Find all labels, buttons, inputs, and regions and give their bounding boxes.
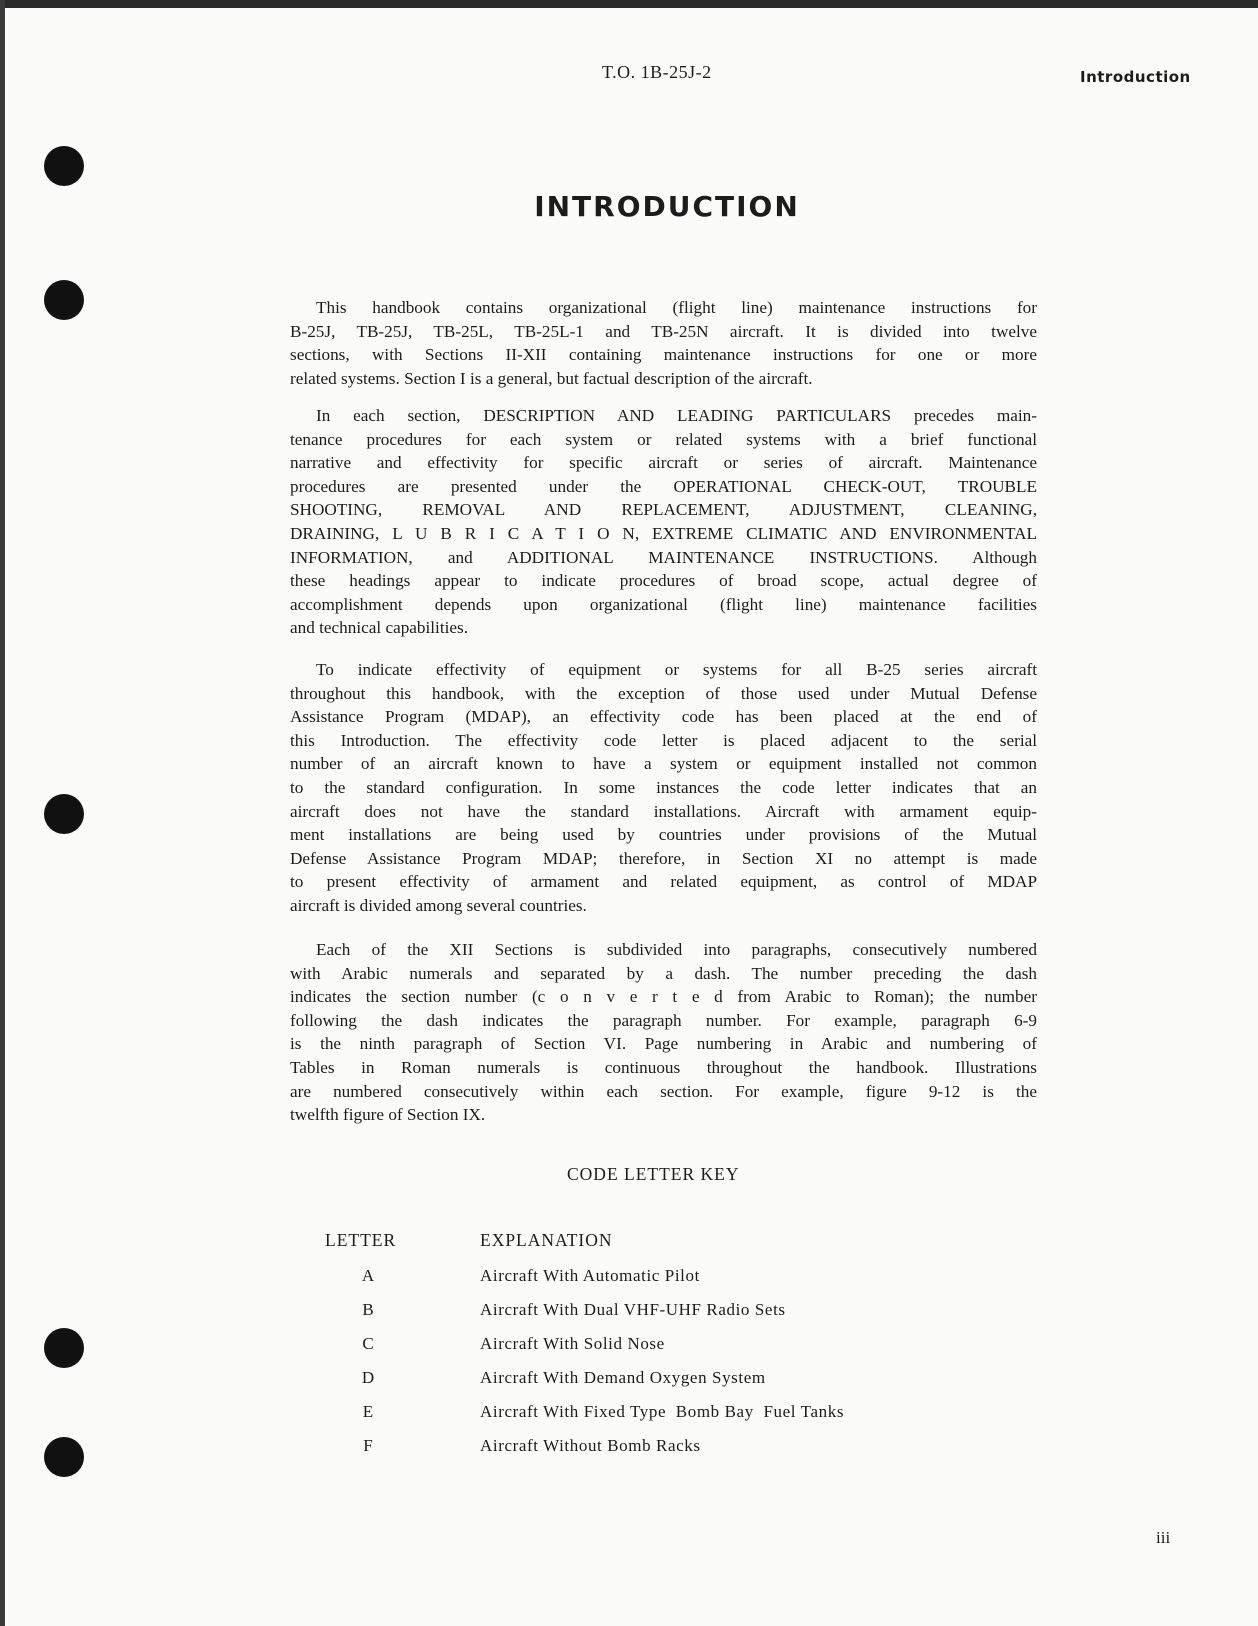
text-line: to the standard configuration. In some instances the code letter indicates that an bbox=[290, 777, 1037, 797]
text-line: To indicate effectivity of equipment or systems for all B-25 series aircraft bbox=[316, 660, 1037, 679]
page-title: INTRODUCTION bbox=[534, 190, 800, 223]
text-line: This handbook contains organizational (flight line) maintenance instructions for bbox=[316, 298, 1037, 317]
code-explanation: Aircraft With Demand Oxygen System bbox=[480, 1368, 766, 1387]
code-letter: B bbox=[362, 1300, 374, 1319]
punch-hole bbox=[44, 1437, 84, 1477]
code-explanation: Aircraft With Dual VHF-UHF Radio Sets bbox=[480, 1300, 786, 1319]
punch-hole bbox=[44, 794, 84, 834]
paragraph-3 bbox=[290, 658, 1037, 918]
text-line: accomplishment depends upon organizational (flight line) maintenance facilities bbox=[290, 594, 1037, 614]
text-line: procedures are presented under the OPERATIONAL CHECK-OUT, TROUBLE bbox=[290, 476, 1037, 496]
text-line: this Introduction. The effectivity code letter is placed adjacent to the serial bbox=[290, 730, 1037, 750]
text-line: following the dash indicates the paragraph number. For example, paragraph 6-9 bbox=[290, 1010, 1037, 1030]
text-line: DRAINING, L U B R I C A T I O N, EXTREME CLIMATIC AND ENVIRONMENTAL bbox=[290, 523, 1037, 543]
page-number: iii bbox=[1156, 1528, 1171, 1547]
text-line: INFORMATION, and ADDITIONAL MAINTENANCE INSTRUCTIONS. Although bbox=[290, 547, 1037, 567]
punch-hole bbox=[44, 280, 84, 320]
text-line: aircraft does not have the standard installations. Aircraft with armament equip- bbox=[290, 801, 1037, 821]
code-explanation: Aircraft With Automatic Pilot bbox=[480, 1266, 700, 1285]
text-line: B-25J, TB-25J, TB-25L, TB-25L-1 and TB-25N aircraft. It is divided into twelve bbox=[290, 321, 1037, 341]
code-letter: E bbox=[362, 1402, 374, 1421]
code-explanation: Aircraft With Fixed Type Bomb Bay Fuel Tanks bbox=[480, 1402, 845, 1421]
text-line: are numbered consecutively within each section. For example, figure 9-12 is the bbox=[290, 1081, 1037, 1101]
punch-hole bbox=[44, 146, 84, 186]
text-line: these headings appear to indicate procedures of broad scope, actual degree of bbox=[290, 571, 1037, 591]
text-line: related systems. Section I is a general, but factual description of the aircraft. bbox=[290, 368, 813, 388]
punch-hole bbox=[44, 1328, 84, 1368]
text-line: aircraft is divided among several countries. bbox=[290, 895, 587, 915]
code-letter: A bbox=[361, 1266, 375, 1285]
code-letter: F bbox=[363, 1436, 373, 1455]
text-line: to present effectivity of armament and related equipment, as control of MDAP bbox=[290, 872, 1037, 892]
text-line: narrative and effectivity for specific aircraft or series of aircraft. Maintenance bbox=[290, 453, 1037, 473]
text-line: twelfth figure of Section IX. bbox=[290, 1105, 486, 1125]
paragraph-1 bbox=[290, 296, 1037, 390]
paragraph-4 bbox=[290, 938, 1037, 1127]
text-line: sections, with Sections II-XII containing maintenance instructions for one or more bbox=[290, 345, 1037, 365]
text-line: Tables in Roman numerals is continuous throughout the handbook. Illustrations bbox=[290, 1057, 1037, 1077]
section-header: Introduction bbox=[1080, 68, 1191, 86]
document-number: T.O. 1B-25J-2 bbox=[602, 62, 712, 82]
text-line: and technical capabilities. bbox=[290, 618, 469, 638]
text-line: indicates the section number (c o n v e r t e d from Arabic to Roman); the number bbox=[290, 987, 1037, 1007]
column-header-explanation: EXPLANATION bbox=[480, 1230, 613, 1250]
text-line: In each section, DESCRIPTION AND LEADING PARTICULARS precedes main- bbox=[316, 406, 1037, 425]
text-line: number of an aircraft known to have a system or equipment installed not common bbox=[290, 754, 1037, 774]
scan-top-edge bbox=[0, 0, 1258, 8]
text-line: is the ninth paragraph of Section VI. Page numbering in Arabic and numbering of bbox=[290, 1034, 1037, 1054]
text-line: Assistance Program (MDAP), an effectivity code has been placed at the end of bbox=[290, 707, 1037, 727]
code-letter-key-title: CODE LETTER KEY bbox=[567, 1164, 740, 1184]
text-line: with Arabic numerals and separated by a dash. The number preceding the dash bbox=[290, 963, 1037, 983]
text-line: Defense Assistance Program MDAP; therefore, in Section XI no attempt is made bbox=[290, 848, 1037, 868]
scan-left-edge bbox=[0, 0, 5, 1626]
text-line: throughout this handbook, with the exception of those used under Mutual Defense bbox=[290, 683, 1037, 703]
code-letter: D bbox=[361, 1368, 375, 1387]
code-letter: C bbox=[362, 1334, 374, 1353]
text-line: Each of the XII Sections is subdivided into paragraphs, consecutively numbered bbox=[316, 940, 1037, 959]
paragraph-2 bbox=[290, 404, 1037, 640]
text-line: tenance procedures for each system or related systems with a brief functional bbox=[290, 429, 1037, 449]
code-explanation: Aircraft With Solid Nose bbox=[480, 1334, 665, 1353]
column-header-letter: LETTER bbox=[325, 1230, 397, 1250]
text-line: SHOOTING, REMOVAL AND REPLACEMENT, ADJUSTMENT, CLEANING, bbox=[290, 500, 1037, 520]
code-explanation: Aircraft Without Bomb Racks bbox=[480, 1436, 701, 1455]
text-line: ment installations are being used by countries under provisions of the Mutual bbox=[290, 825, 1037, 845]
